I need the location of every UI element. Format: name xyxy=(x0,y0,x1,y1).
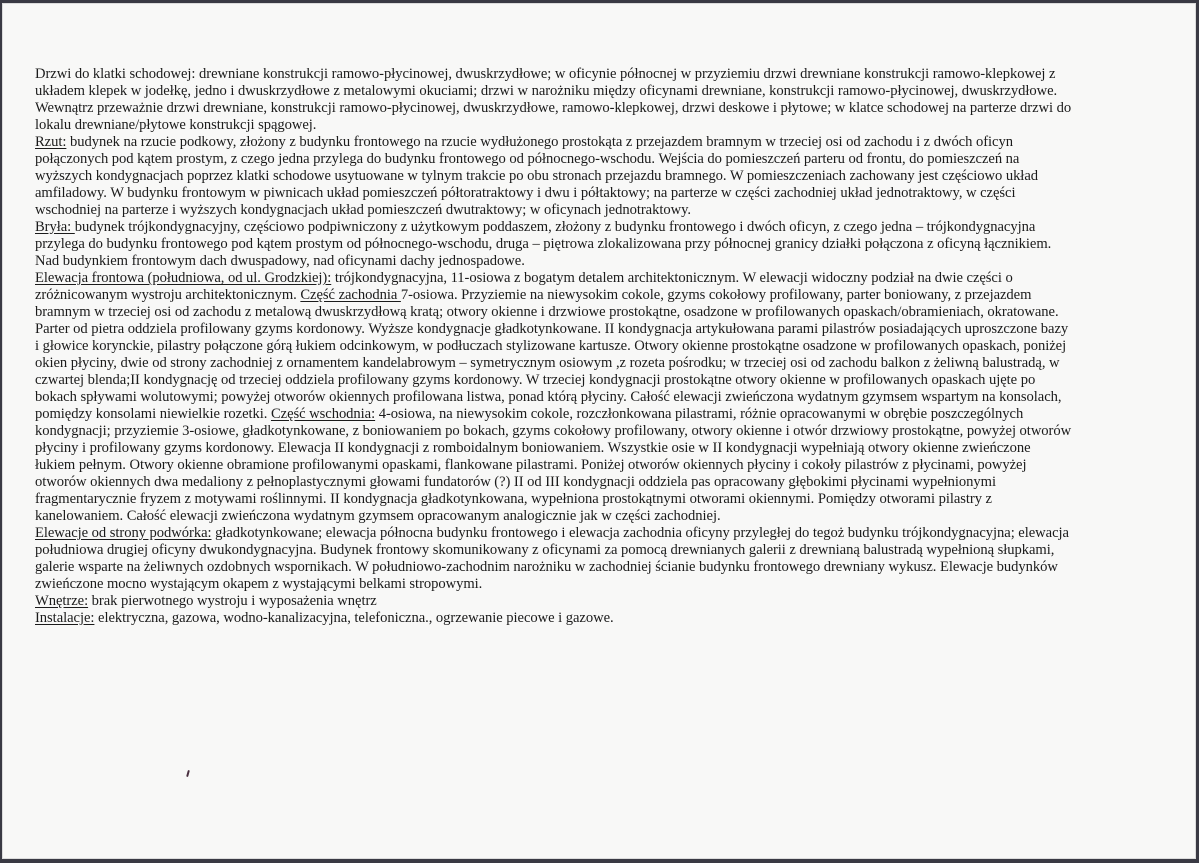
text-line xyxy=(35,83,1175,100)
body-text: południowa drugiej oficyny dwukondygnacyjna. Budynek frontowy skomunikowany z oficynami za pomocą drewnianych galerii z drewnianą balustradą wypełnioną słupkami, xyxy=(35,542,1055,558)
body-text: zwieńczone mocno wystającym okapem z wystającymi belkami stropowymi. xyxy=(35,576,483,592)
body-text: połączonych pod kątem prostym, z czego jedna przylega do budynku frontowego od północnego-wschodu. Wejścia do pomieszczeń parteru od frontu, do pomieszczeń na xyxy=(35,151,1020,167)
section-heading: Elewacja frontowa (południowa, od ul. Grodzkiej): xyxy=(35,270,332,286)
body-text: płyciny i profilowany gzyms kordonowy. Elewacja II kondygnacji z romboidalnym boniowaniem. Wszystkie osie w II kondygnacji wypełniają otwory okienne zwieńczone xyxy=(35,440,1031,456)
text-line xyxy=(35,270,1175,287)
text-line xyxy=(35,440,1175,457)
body-text: budynek trójkondygnacyjny, częściowo podpiwniczony z użytkowym poddaszem, złożony z budynku frontowego i dwóch oficyn, z czego jedna – trójkondygnacyjna xyxy=(74,219,1036,235)
body-text: wyższych kondygnacjach poprzez klatki schodowe usytuowane w tylnym trakcie po obu stronach przejazdu bramnego. W pomieszczeniach zachowany jest częściowo układ xyxy=(35,168,1038,184)
body-text: kanelowaniem. Całość elewacji zwieńczona wydatnym gzymsem opracowanym analogicznie jak w części zachodniej. xyxy=(35,508,721,524)
body-text: kondygnacji; przyziemie 3-osiowe, gładkotynkowane, z boniowaniem po bokach, gzyms cokołowy profilowany, otwory okienne i otwór drzwiowy prostokątne, powyżej otworów xyxy=(35,423,1072,439)
text-line xyxy=(35,559,1175,576)
scan-speck xyxy=(186,770,190,777)
body-text: 7-osiowa. Przyziemie na niewysokim cokole, gzyms cokołowy profilowany, parter boniowany, z przejazdem xyxy=(400,287,1032,303)
body-text: elektryczna, gazowa, wodno-kanalizacyjna, telefoniczna., ogrzewanie piecowe i gazowe. xyxy=(94,610,614,626)
section-heading: Rzut: xyxy=(35,134,67,150)
body-text: budynek na rzucie podkowy, złożony z budynku frontowego na rzucie wydłużonego prostokąta z przejazdem bramnym w trzeciej osi od zachodu i z dwóch oficyn xyxy=(66,134,1013,150)
section-heading: Wnętrze: xyxy=(35,593,89,609)
body-text: gładkotynkowane; elewacja północna budynku frontowego i elewacja zachodnia oficyny przyległej do tegoż budynku trójkondygnacyjna; elewacja xyxy=(211,525,1069,541)
body-text: łukiem pełnym. Otwory okienne obramione profilowanymi opaskami, flankowane pilastrami. Poniżej otworów okiennych płyciny i cokoły pilastrów z płycinami, powyżej xyxy=(35,457,1027,473)
section-heading: Część zachodnia xyxy=(300,287,401,303)
body-text: 4-osiowa, na niewysokim cokole, rozczłonkowana pilastrami, różnie opracowanymi w obrębie poszczególnych xyxy=(375,406,1024,422)
body-text: otworów okiennych dwa medaliony z pełnoplastycznymi głowami fundatorów (?) II od III kondygnacji oddziela pas opracowany głębokimi płycinami wypełnionymi xyxy=(35,474,996,490)
body-text: zróżnicowanym wystroju architektonicznym. xyxy=(35,287,301,303)
text-line xyxy=(35,321,1175,338)
text-line xyxy=(35,576,1175,593)
text-line xyxy=(35,236,1175,253)
body-text: i głowice korynckie, pilastry połączone górą łukiem odcinkowym, w podłuczach stylizowane kartusze. Otwory okienne prostokątne osadzone w profilowanych opaskach, poniżej xyxy=(35,338,1067,354)
text-line xyxy=(35,304,1175,321)
section-heading: Instalacje: xyxy=(35,610,95,626)
text-line xyxy=(35,542,1175,559)
text-line xyxy=(35,185,1175,202)
body-text: bramnym w trzeciej osi od zachodu z metalową dwuskrzydłową kratą; otwory okienne i drzwiowe prostokątne, osadzone w profilowanych opaskach/obramieniach, okratowane. xyxy=(35,304,1059,320)
body-text: Wewnątrz przeważnie drzwi drewniane, konstrukcji ramowo-płycinowej, dwuskrzydłowe, ramowo-klepkowej, drzwi deskowe i płytowe; w klatce schodowej na parterze drzwi do xyxy=(35,100,1072,116)
text-line xyxy=(35,508,1175,525)
text-line xyxy=(35,491,1175,508)
text-line xyxy=(35,151,1175,168)
body-text: galerie wsparte na żeliwnych ozdobnych wspornikach. W południowo-zachodnim narożniku w zachodniej ścianie budynku frontowego drewniany wykusz. Elewacje budynków xyxy=(35,559,1058,575)
text-line xyxy=(35,525,1175,542)
text-line xyxy=(35,610,1175,627)
body-text: Nad budynkiem frontowym dach dwuspadowy, nad oficynami dachy jednospadowe. xyxy=(35,253,525,269)
body-text: trójkondygnacyjna, 11-osiowa z bogatym detalem architektonicznym. W elewacji widoczny podział na dwie części o xyxy=(331,270,1013,286)
text-line xyxy=(35,593,1175,610)
body-text: czwartej blenda;II kondygnację od trzeciej oddziela profilowany gzyms kordonowy. W trzeciej kondygnacji prostokątne otwory okienne w profilowanych opaskach ujęte po xyxy=(35,372,1036,388)
text-line xyxy=(35,117,1175,134)
text-line xyxy=(35,389,1175,406)
body-text: przylega do budynku frontowego pod kątem prostym od północnego-wschodu, druga – piętrowa zlokalizowana przy północnej granicy działki połączona z oficyną łącznikiem. xyxy=(35,236,1052,252)
body-text: amfiladowy. W budynku frontowym w piwnicach układ pomieszczeń półtoratraktowy i dwu i półtaktowy; na parterze w części zachodniej układ jednotraktowy, w części xyxy=(35,185,1016,201)
section-heading: Elewacje od strony podwórka: xyxy=(35,525,212,541)
text-line xyxy=(35,100,1175,117)
document-body xyxy=(35,66,1175,627)
body-text: brak pierwotnego wystroju i wyposażenia wnętrz xyxy=(88,593,377,609)
body-text: Drzwi do klatki schodowej: drewniane konstrukcji ramowo-płycinowej, dwuskrzydłowe; w oficynie północnej w przyziemiu drzwi drewniane konstrukcji ramowo-klepkowej z xyxy=(35,66,1056,82)
body-text: Parter od pietra oddziela profilowany gzyms kordonowy. Wyższe kondygnacje gładkotynkowane. II kondygnacja artykułowana parami pilastrów posiadających uproszczone bazy xyxy=(35,321,1069,337)
text-line xyxy=(35,253,1175,270)
text-line xyxy=(35,219,1175,236)
body-text: fragmentarycznie fryzem z motywami roślinnymi. II kondygnacja gładkotynkowana, wypełniona prostokątnymi otworami okiennymi. Pomiędzy otworami pilastry z xyxy=(35,491,992,507)
text-line xyxy=(35,66,1175,83)
text-line xyxy=(35,134,1175,151)
body-text: wschodniej na parterze i wyższych kondygnacjach układ pomieszczeń dwutraktowy; w oficynach jednotraktowy. xyxy=(35,202,691,218)
text-line xyxy=(35,474,1175,491)
body-text: pomiędzy konsolami niewielkie rozetki. xyxy=(35,406,271,422)
text-line xyxy=(35,372,1175,389)
body-text: lokalu drewniane/płytowe konstrukcji spągowej. xyxy=(35,117,317,133)
text-line xyxy=(35,423,1175,440)
body-text: układem klepek w jodełkę, jedno i dwuskrzydłowe z metalowymi okuciami; drzwi w narożniku między oficynami drewniane, konstrukcji ramowo-płycinowej, dwuskrzydłowe. xyxy=(35,83,1058,99)
text-line xyxy=(35,406,1175,423)
text-line xyxy=(35,287,1175,304)
text-line xyxy=(35,168,1175,185)
text-line xyxy=(35,202,1175,219)
section-heading: Część wschodnia: xyxy=(270,406,376,422)
body-text: okien płyciny, dwie od strony zachodniej z ornamentem kandelabrowym – symetrycznym osiowym ,z rozeta pośrodku; w trzeciej osi od zachodu balkon z żeliwną balustradą, w xyxy=(35,355,1060,371)
scanned-page xyxy=(2,3,1196,859)
text-line xyxy=(35,457,1175,474)
text-line xyxy=(35,338,1175,355)
body-text: bokach spływami wolutowymi; powyżej otworów okiennych profilowana listwa, ponad którą płyciny. Całość elewacji zwieńczona wydatnym gzymsem wspartym na konsolach, xyxy=(35,389,1062,405)
section-heading: Bryła: xyxy=(35,219,75,235)
text-line xyxy=(35,355,1175,372)
